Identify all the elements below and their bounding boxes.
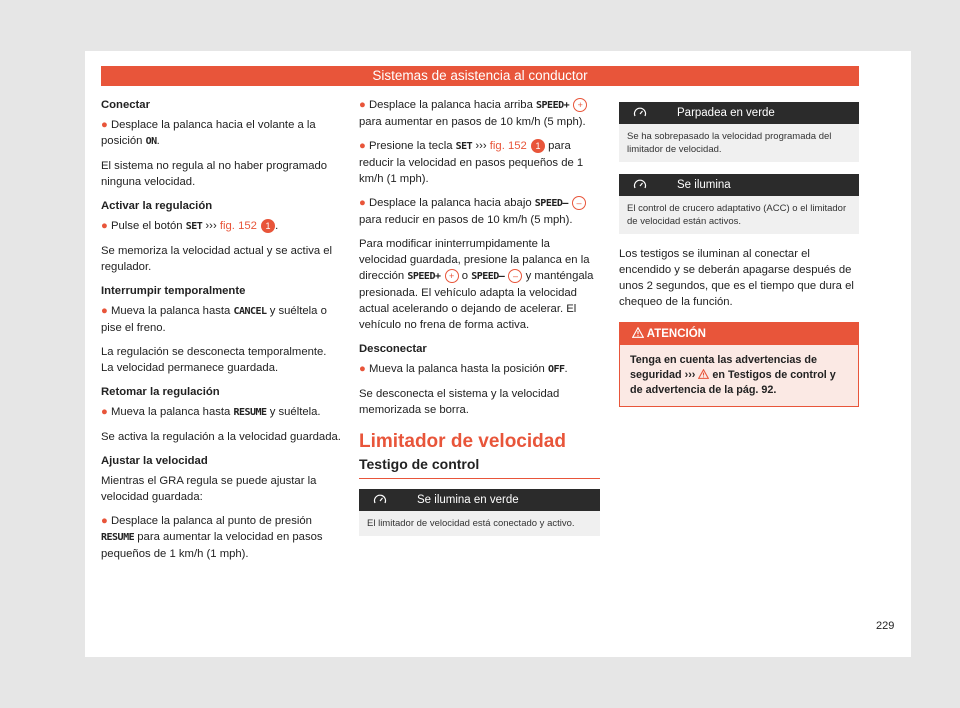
heading-activar: Activar la regulación [101,200,213,212]
bullet-dot: ● [359,99,369,111]
callout-number: 1 [261,219,275,233]
page-number: 229 [876,620,895,632]
column-2 [359,97,600,548]
para-ajustar: Mientras el GRA regula se puede ajustar la velocidad guardada: [101,475,317,503]
indicator-box-blink [619,102,859,162]
key-set: SET [185,221,203,232]
key-speed-plus: SPEED+ [536,100,570,111]
sub-title: Testigo de control [359,456,600,479]
key-resume: RESUME [101,532,135,543]
section-title: Limitador de velocidad [359,431,566,452]
heading-desconectar: Desconectar [359,343,427,355]
minus-symbol: – [572,196,586,210]
bullet-retomar: ● Mueva la palanca hasta RESUME y suéltela. [101,406,321,418]
fig-link[interactable]: fig. 152 [219,220,257,232]
warning-title: ATENCIÓN [646,328,706,340]
plus-symbol: + [445,269,459,283]
bullet-speed-down: ● Desplace la palanca hacia abajo SPEED– – para reducir en pasos de 10 km/h (5 mph). [359,195,600,228]
warning-triangle-icon [698,369,709,379]
para-desconectar: Se desconecta el sistema y la velocidad memorizada se borra. [359,388,560,416]
indicator-box-green [359,489,600,536]
key-on: ON [145,136,157,147]
key-resume: RESUME [233,407,267,418]
heading-retomar: Retomar la regulación [101,386,220,398]
indicator-title: Se ilumina en verde [417,494,519,506]
bullet-dot: ● [101,220,111,232]
key-cancel: CANCEL [233,306,267,317]
bullet-dot: ● [101,119,111,131]
indicator-box-lit [619,174,859,234]
bullet-activar: ● Pulse el botón SET ››› fig. 152 1 . [101,220,279,232]
bullet-dot: ● [101,515,111,527]
bullet-dot: ● [101,305,111,317]
heading-conectar: Conectar [101,99,150,111]
para-conectar: El sistema no regula al no haber programado ninguna velocidad. [101,160,328,188]
bullet-conectar: ● Desplace la palanca hacia el volante a la posición ON. [101,119,316,147]
speedometer-icon [633,178,647,192]
bullet-set: ● Presione la tecla SET ››› fig. 152 1 para reducir la velocidad en pasos pequeños de 1 km/h (1 mph). [359,140,584,185]
bullet-dot: ● [359,197,369,209]
key-speed-minus: SPEED– [471,271,505,282]
bullet-interrumpir: ● Mueva la palanca hasta CANCEL y suéltela o pise el freno. [101,305,327,334]
indicator-text: El limitador de velocidad está conectado y activo. [359,511,600,536]
bullet-ajustar: ● Desplace la palanca al punto de presión RESUME para aumentar la velocidad en pasos pequeños de 1 km/h (1 mph). [101,515,323,560]
fig-link[interactable]: fig. 152 [489,140,527,152]
bullet-speed-up: ● Desplace la palanca hacia arriba SPEED+ + para aumentar en pasos de 10 km/h (5 mph). [359,99,586,128]
warning-bar [620,323,858,345]
page-header: Sistemas de asistencia al conductor [101,66,859,86]
indicator-title: Se ilumina [677,179,731,191]
para-interrumpir: La regulación se desconecta temporalmente. La velocidad permanece guardada. [101,346,327,374]
key-set: SET [455,141,473,152]
speedometer-icon [633,106,647,120]
key-speed-minus: SPEED– [534,198,568,209]
bullet-dot: ● [359,140,369,152]
warning-text: Tenga en cuenta las advertencias de seguridad ››› en Testigos de control y de advertencia de la pág. 92. [630,354,836,396]
indicator-bar [619,102,859,124]
indicator-title: Parpadea en verde [677,107,775,119]
key-off: OFF [547,364,565,375]
bullet-desconectar: ● Mueva la palanca hasta la posición OFF. [359,363,568,375]
speedometer-icon [373,493,387,507]
para-activar: Se memoriza la velocidad actual y se activa el regulador. [101,245,333,273]
warning-box [619,322,859,407]
column-1 [101,97,341,570]
warning-triangle-icon [632,327,644,338]
heading-ajustar: Ajustar la velocidad [101,455,208,467]
heading-interrumpir: Interrumpir temporalmente [101,285,246,297]
indicator-text: El control de crucero adaptativo (ACC) o el limitador de velocidad están activos. [619,196,859,234]
minus-symbol: – [508,269,522,283]
indicator-text: Se ha sobrepasado la velocidad programada del limitador de velocidad. [619,124,859,162]
para-retomar: Se activa la regulación a la velocidad guardada. [101,431,341,443]
para-modificar: Para modificar ininterrumpidamente la velocidad guardada, presione la palanca en la dirección SPEED+ + o SPEED– – y manténgala presionada. El vehículo adapta la velocidad actual acelerando o dejando de acelerar. El vehículo no frena de forma activa. [359,238,594,331]
para-testigos: Los testigos se iluminan al conectar el encendido y se deberán apagarse después de unos 2 segundos, que es el tiempo que dura el chequeo de la función. [619,248,854,308]
bullet-dot: ● [359,363,369,375]
key-speed-plus: SPEED+ [407,271,441,282]
plus-symbol: + [573,98,587,112]
column-3 [619,102,859,407]
indicator-bar [619,174,859,196]
indicator-bar [359,489,600,511]
bullet-dot: ● [101,406,111,418]
callout-number: 1 [531,139,545,153]
